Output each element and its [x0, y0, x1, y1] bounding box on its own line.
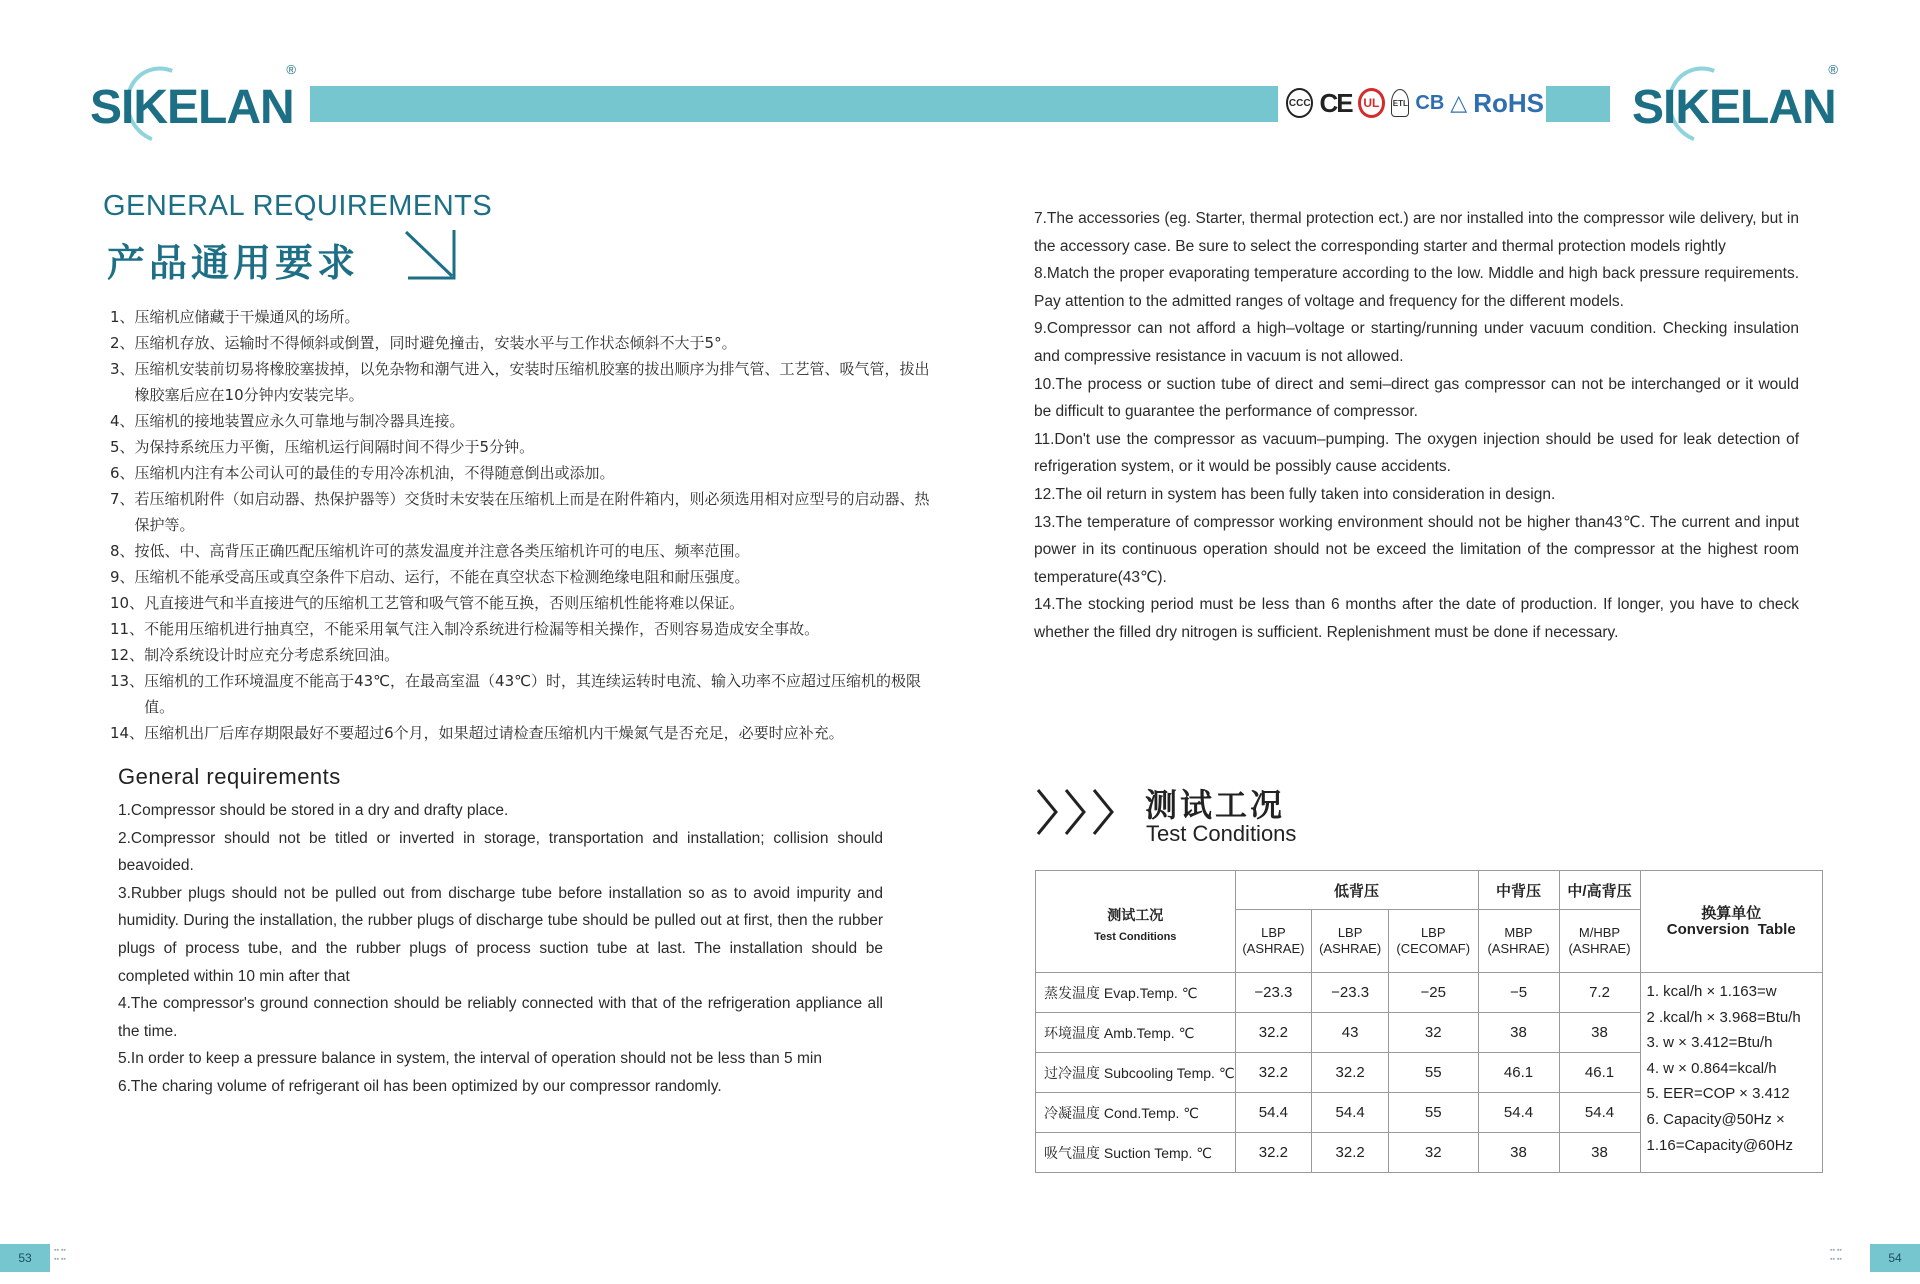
cn-list-item — [110, 330, 930, 356]
page-number-left: 53 — [0, 1244, 50, 1272]
en-requirement-item: 3.Rubber plugs should not be pulled out from discharge tube before installation so as to avoid impurity and humidity. During the installation, the rubber plugs of discharge tube should be pulled out at first, then the rubber plugs of process tube, and the rubber plugs of process suction tube at last. The installation should be completed within 10 min after that — [118, 884, 883, 985]
table-cell: 38 — [1559, 1013, 1640, 1053]
cn-item-number: 1、 — [110, 308, 135, 326]
column-header-line1: LBP — [1337, 925, 1363, 940]
corner-label-en: Test Conditions — [1094, 930, 1177, 943]
column-header-line1: LBP — [1420, 925, 1446, 940]
table-cell: 32 — [1388, 1133, 1478, 1173]
conversion-line: 1. kcal/h × 1.163=w — [1646, 983, 1777, 1000]
en-requirement-item: 10.The process or suction tube of direct and semi–direct gas compressor can not be interchanged or it would be difficult to guarantee the performance of compressor. — [1034, 375, 1799, 421]
en-requirement-item: 5.In order to keep a pressure balance in system, the interval of operation should not be less than 5 min — [118, 1050, 822, 1068]
etl-icon: ETL — [1391, 89, 1409, 117]
cn-item-number: 4、 — [110, 412, 135, 430]
table-cell: 46.1 — [1478, 1053, 1559, 1093]
cn-item-text: 压缩机出厂后库存期限最好不要超过6个月，如果超过请检查压缩机内干燥氮气是否充足，必要时应补充。 — [144, 724, 844, 742]
table-cell: 54.4 — [1478, 1093, 1559, 1133]
cn-list-item — [110, 642, 930, 668]
certification-marks — [1286, 84, 1544, 122]
column-header — [1478, 910, 1559, 973]
row-label: 冷凝温度 Cond.Temp. ℃ — [1036, 1093, 1236, 1133]
cn-item-number: 13、 — [110, 672, 145, 690]
table-cell: 43 — [1312, 1013, 1389, 1053]
table-cell: 32.2 — [1235, 1053, 1312, 1093]
en-requirement-item: 6.The charing volume of refrigerant oil has been optimized by our compressor randomly. — [118, 1077, 722, 1095]
cn-item-text: 为保持系统压力平衡，压缩机运行间隔时间不得少于5分钟。 — [134, 438, 535, 456]
cn-item-number: 14、 — [110, 724, 145, 742]
conversion-line: 5. EER=COP × 3.412 — [1646, 1085, 1790, 1103]
conversion-line: 2 .kcal/h × 3.968=Btu/h — [1646, 1008, 1801, 1026]
en-requirement-item: 9.Compressor can not afford a high–voltage or starting/running under vacuum condition. Checking insulation and compressive resistance in vacuum is not allowed. — [1034, 320, 1799, 365]
sikelan-logo-right — [1630, 58, 1838, 138]
table-cell: 38 — [1478, 1133, 1559, 1173]
cn-list-item — [110, 564, 930, 590]
logo-wordmark: SIKELAN — [1632, 81, 1836, 134]
footer-mark-right: ▪▪ ▪▪ ▪▪ ▪▪ — [1830, 1247, 1842, 1263]
table-cell: −23.3 — [1235, 973, 1312, 1013]
cn-list-item — [110, 590, 930, 616]
en-requirements-list-right — [1034, 205, 1799, 647]
cn-item-number: 7、 — [110, 490, 135, 508]
cn-item-text: 压缩机的接地装置应永久可靠地与制冷器具连接。 — [134, 412, 465, 430]
triple-chevron-icon — [1034, 786, 1118, 838]
table-cell: 55 — [1388, 1053, 1478, 1093]
column-header-line1: M/HBP — [1578, 925, 1621, 940]
table-cell: 54.4 — [1235, 1093, 1312, 1133]
table-cell: 7.2 — [1559, 973, 1640, 1013]
column-header-line2: (ASHRAE) — [1319, 941, 1382, 956]
column-header-line2: (ASHRAE) — [1242, 941, 1305, 956]
logo-wordmark: SIKELAN — [90, 81, 294, 134]
table-cell: 46.1 — [1559, 1053, 1640, 1093]
footer-mark-left: ▪▪ ▪▪ ▪▪ ▪▪ — [54, 1247, 66, 1263]
cn-list-item — [110, 434, 930, 460]
section-title-cn: 产品通用要求 — [107, 243, 360, 285]
table-cell: 32 — [1388, 1013, 1478, 1053]
table-cell: 38 — [1559, 1133, 1640, 1173]
cn-item-text: 压缩机安装前切易将橡胶塞拔掉，以免杂物和潮气进入，安装时压缩机胶塞的拔出顺序为排气管、工艺管、吸气管，拔出橡胶塞后应在10分钟内安装完毕。 — [134, 360, 930, 404]
row-label: 吸气温度 Suction Temp. ℃ — [1036, 1133, 1236, 1173]
registered-mark: ® — [286, 62, 296, 77]
conversion-table-cell — [1640, 973, 1823, 1173]
cn-list-item — [110, 616, 930, 642]
table-cell: 32.2 — [1312, 1053, 1389, 1093]
en-requirement-item: 2.Compressor should not be titled or inverted in storage, transportation and installation; collision should beavoided. — [118, 829, 883, 875]
cn-item-text: 凡直接进气和半直接进气的压缩机工艺管和吸气管不能互换，否则压缩机性能将难以保证。 — [144, 594, 745, 612]
conversion-line: 1.16=Capacity@60Hz — [1646, 1136, 1794, 1154]
cn-item-text: 压缩机应储藏于干燥通风的场所。 — [134, 308, 360, 326]
rohs-icon: RoHS — [1473, 87, 1544, 118]
group-midhigh-header: 中/高背压 — [1559, 871, 1640, 910]
column-header — [1388, 910, 1478, 973]
en-requirement-item: 7.The accessories (eg. Starter, thermal protection ect.) are nor installed into the compressor wile delivery, but in the accessory case. Be sure to select the corresponding starter and thermal protection models rightly — [1034, 210, 1799, 255]
ul-icon: UL — [1358, 88, 1386, 118]
cn-item-text: 若压缩机附件（如启动器、热保护器等）交货时未安装在压缩机上而是在附件箱内，则必须选用相对应型号的启动器、热保护等。 — [134, 490, 930, 534]
column-header-line2: (ASHRAE) — [1487, 941, 1550, 956]
cn-item-text: 制冷系统设计时应充分考虑系统回油。 — [144, 646, 400, 664]
cb-triangle-icon: △ — [1450, 90, 1468, 115]
cn-list-item — [110, 720, 930, 746]
cn-list-item — [110, 668, 930, 720]
column-header — [1235, 910, 1312, 973]
ccc-icon: CCC — [1286, 88, 1313, 118]
cn-item-text: 不能用压缩机进行抽真空，不能采用氧气注入制冷系统进行检漏等相关操作，否则容易造成安全事故。 — [144, 620, 820, 638]
en-requirement-item: 14.The stocking period must be less than 6 months after the date of production. If longer, you have to check whether the filled dry nitrogen is sufficient. Replenishment must be done if necessary. — [1034, 596, 1799, 641]
arrow-down-right-icon — [402, 226, 460, 282]
column-header-line2: (CECOMAF) — [1396, 941, 1471, 956]
table-cell: 54.4 — [1559, 1093, 1640, 1133]
registered-mark: ® — [1828, 62, 1838, 77]
cn-item-number: 12、 — [110, 646, 145, 664]
cn-item-number: 3、 — [110, 360, 135, 378]
conversion-header-cn: 换算单位 — [1701, 904, 1762, 922]
cn-item-number: 9、 — [110, 568, 135, 586]
header-color-band — [310, 86, 1278, 122]
cn-list-item — [110, 538, 930, 564]
group-mid-header: 中背压 — [1478, 871, 1559, 910]
table-cell: 32.2 — [1235, 1133, 1312, 1173]
conversion-line: 6. Capacity@50Hz × — [1646, 1110, 1785, 1128]
cn-item-number: 5、 — [110, 438, 135, 456]
cn-requirements-list — [110, 304, 930, 746]
column-header — [1559, 910, 1640, 973]
column-header-line1: MBP — [1504, 925, 1533, 940]
table-cell: 32.2 — [1312, 1133, 1389, 1173]
conversion-header — [1640, 871, 1823, 973]
en-requirement-item: 4.The compressor's ground connection should be reliably connected with that of the refrigeration appliance all the time. — [118, 995, 883, 1040]
table-cell: −23.3 — [1312, 973, 1389, 1013]
cn-item-number: 10、 — [110, 594, 145, 612]
table-cell: 32.2 — [1235, 1013, 1312, 1053]
cn-item-number: 11、 — [110, 620, 145, 638]
test-conditions-table — [1035, 870, 1823, 1173]
cn-list-item — [110, 460, 930, 486]
page-number-right: 54 — [1870, 1244, 1920, 1272]
ce-icon: CE — [1319, 87, 1352, 118]
cn-list-item — [110, 356, 930, 408]
cb-icon: CB — [1415, 91, 1445, 114]
en-requirement-item: 1.Compressor should be stored in a dry and drafty place. — [118, 802, 509, 819]
cn-list-item — [110, 408, 930, 434]
test-conditions-title-cn: 测试工况 — [1145, 787, 1286, 823]
en-requirements-list-left — [118, 797, 883, 1101]
row-label: 蒸发温度 Evap.Temp. ℃ — [1036, 973, 1236, 1013]
row-label: 环境温度 Amb.Temp. ℃ — [1036, 1013, 1236, 1053]
test-conditions-title-en: Test Conditions — [1146, 821, 1297, 846]
table-cell: 54.4 — [1312, 1093, 1389, 1133]
table-cell: 38 — [1478, 1013, 1559, 1053]
row-label: 过冷温度 Subcooling Temp. ℃ — [1036, 1053, 1236, 1093]
group-low-header: 低背压 — [1235, 871, 1478, 910]
corner-label-cn: 测试工况 — [1107, 906, 1164, 923]
en-requirement-item: 11.Don't use the compressor as vacuum–pumping. The oxygen injection should be used for leak detection of refrigeration system, or it would be possibly cause accidents. — [1034, 430, 1799, 476]
column-header — [1312, 910, 1389, 973]
cn-item-text: 按低、中、高背压正确匹配压缩机许可的蒸发温度并注意各类压缩机许可的电压、频率范围。 — [134, 542, 750, 560]
cn-item-number: 8、 — [110, 542, 135, 560]
table-cell: 55 — [1388, 1093, 1478, 1133]
table-cell: −5 — [1478, 973, 1559, 1013]
cn-item-number: 2、 — [110, 334, 135, 352]
section-title-en: GENERAL REQUIREMENTS — [103, 190, 493, 222]
cn-item-text: 压缩机存放、运输时不得倾斜或倒置，同时避免撞击，安装水平与工作状态倾斜不大于5°。 — [134, 334, 737, 352]
conversion-header-en: Conversion Table — [1666, 920, 1796, 938]
table-corner-header — [1036, 871, 1236, 973]
cn-item-number: 6、 — [110, 464, 135, 482]
sikelan-logo-left — [88, 58, 296, 138]
column-header-line1: LBP — [1261, 925, 1286, 940]
en-requirement-item: 8.Match the proper evaporating temperature according to the low. Middle and high back pressure requirements. Pay attention to the admitted ranges of voltage and frequency for the different models. — [1034, 265, 1799, 310]
conversion-line: 3. w × 3.412=Btu/h — [1646, 1034, 1773, 1052]
cn-list-item — [110, 304, 930, 330]
en-requirement-item: 13.The temperature of compressor working environment should not be higher than43℃. The current and input power in its continuous operation should not be exceed the limitation of the compressor at the highest room temperature(43℃). — [1034, 513, 1799, 586]
en-requirement-item: 12.The oil return in system has been fully taken into consideration in design. — [1034, 485, 1556, 503]
column-header-line2: (ASHRAE) — [1568, 941, 1631, 956]
cn-item-text: 压缩机内注有本公司认可的最佳的专用冷冻机油，不得随意倒出或添加。 — [134, 464, 615, 482]
cn-item-text: 压缩机的工作环境温度不能高于43℃，在最高室温（43℃）时，其连续运转时电流、输入功率不应超过压缩机的极限值。 — [144, 672, 921, 716]
table-row — [1036, 973, 1823, 1013]
cn-list-item — [110, 486, 930, 538]
general-requirements-title: General requirements — [118, 764, 341, 789]
header-color-band-small — [1546, 86, 1610, 122]
table-cell: −25 — [1388, 973, 1478, 1013]
conversion-line: 4. w × 0.864=kcal/h — [1646, 1059, 1777, 1077]
cn-item-text: 压缩机不能承受高压或真空条件下启动、运行，不能在真空状态下检测绝缘电阻和耐压强度。 — [134, 568, 750, 586]
